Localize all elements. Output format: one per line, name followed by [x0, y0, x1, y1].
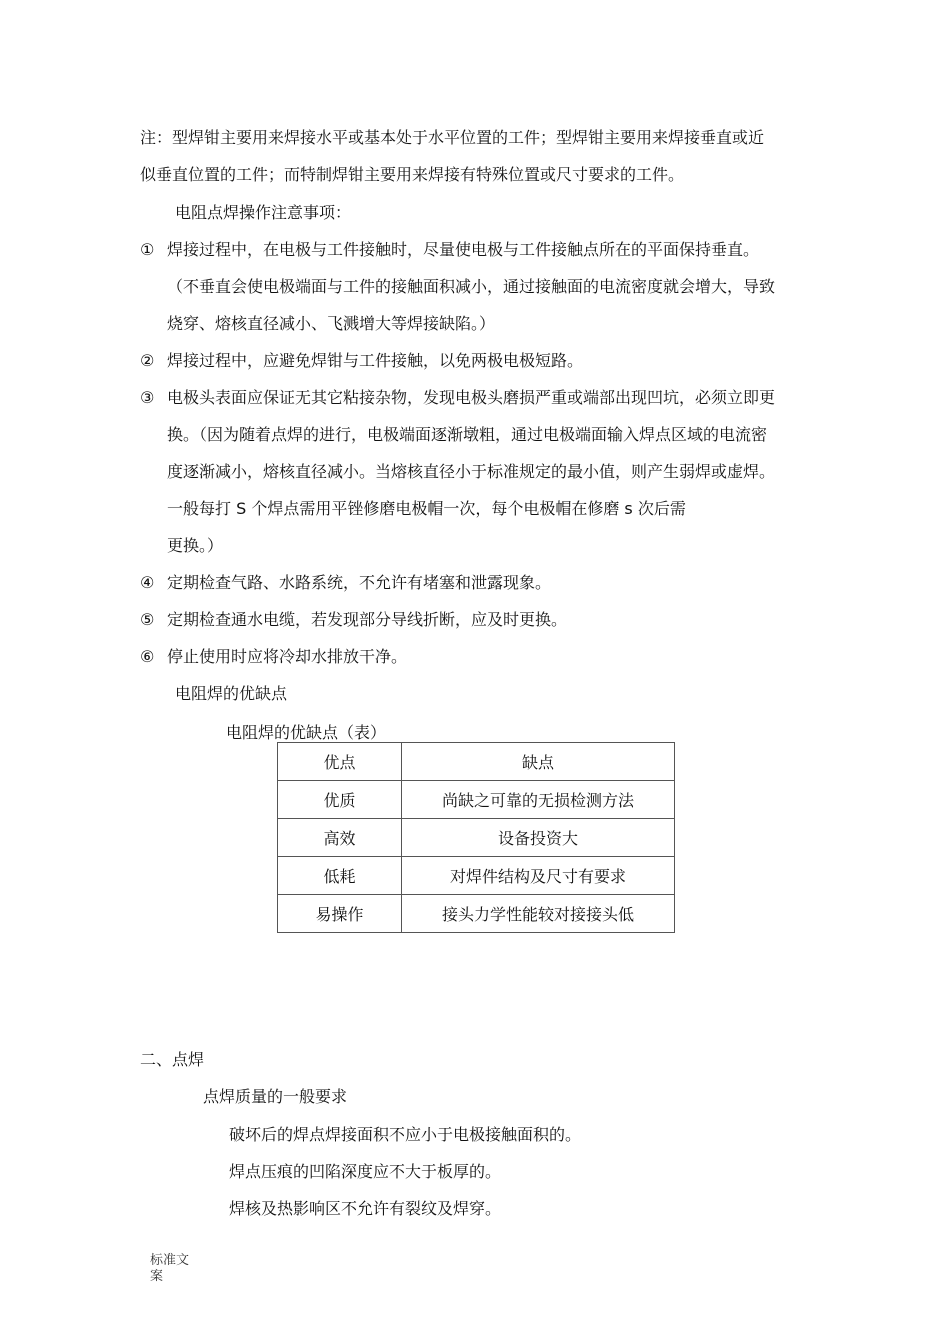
item-6-line-1: 停止使用时应将冷却水排放干净。	[167, 647, 408, 666]
table-cell: 低耗	[278, 857, 402, 895]
note-line-1: 注：型焊钳主要用来焊接水平或基本处于水平位置的工件；型焊钳主要用来焊接垂直或近	[140, 128, 765, 147]
item-1-line-3: 烧穿、熔核直径减小、飞溅增大等焊接缺陷。）	[167, 314, 496, 333]
table-row	[278, 819, 675, 857]
table-cell: 易操作	[278, 895, 402, 933]
table-row	[278, 857, 675, 895]
table-cell: 对焊件结构及尺寸有要求	[402, 857, 675, 895]
table-cell: 高效	[278, 819, 402, 857]
header-pros: 优点	[278, 743, 402, 781]
pros-cons-heading: 电阻焊的优缺点	[175, 684, 288, 703]
note-line-2: 似垂直位置的工件；而特制焊钳主要用来焊接有特殊位置或尺寸要求的工件。	[140, 165, 685, 184]
table-row	[278, 781, 675, 819]
section-2-subheading: 点焊质量的一般要求	[203, 1087, 348, 1106]
requirement-2: 焊点压痕的凹陷深度应不大于板厚的。	[229, 1162, 502, 1181]
item-6-marker: ⑥	[140, 647, 155, 666]
table-cell: 设备投资大	[402, 819, 675, 857]
item-1-line-2: （不垂直会使电极端面与工件的接触面积减小，通过接触面的电流密度就会增大，导致	[167, 277, 776, 296]
precautions-heading: 电阻点焊操作注意事项：	[175, 203, 352, 222]
item-1-line-1: 焊接过程中，在电极与工件接触时，尽量使电极与工件接触点所在的平面保持垂直。	[167, 240, 760, 259]
item-3-line-5: 更换。）	[167, 536, 224, 555]
pros-cons-table	[277, 742, 675, 933]
table-cell: 接头力学性能较对接接头低	[402, 895, 675, 933]
table-cell: 优质	[278, 781, 402, 819]
item-4-line-1: 定期检查气路、水路系统，不允许有堵塞和泄露现象。	[167, 573, 552, 592]
table-header-row	[278, 743, 675, 781]
requirement-3: 焊核及热影响区不允许有裂纹及焊穿。	[229, 1199, 502, 1218]
section-2-heading: 二、点焊	[140, 1050, 205, 1069]
item-5-line-1: 定期检查通水电缆，若发现部分导线折断，应及时更换。	[167, 610, 568, 629]
footer-label	[150, 1253, 200, 1285]
item-3-line-1: 电极头表面应保证无其它粘接杂物，发现电极头磨损严重或端部出现凹坑，必须立即更	[167, 388, 776, 407]
item-1-marker: ①	[140, 240, 155, 259]
table-cell: 尚缺之可靠的无损检测方法	[402, 781, 675, 819]
item-5-marker: ⑤	[140, 610, 155, 629]
item-3-marker: ③	[140, 388, 155, 407]
table-caption: 电阻焊的优缺点（表）	[226, 723, 387, 742]
footer-line-1: 标准文	[150, 1253, 190, 1268]
item-3-line-2: 换。（因为随着点焊的进行，电极端面逐渐墩粗，通过电极端面输入焊点区域的电流密	[167, 425, 768, 444]
item-3-line-3: 度逐渐减小，熔核直径减小。当熔核直径小于标准规定的最小值，则产生弱焊或虚焊。	[167, 462, 776, 481]
header-cons: 缺点	[402, 743, 675, 781]
footer-line-2: 案	[150, 1269, 164, 1284]
table-row	[278, 895, 675, 933]
item-4-marker: ④	[140, 573, 155, 592]
item-3-line-4: 一般每打 S 个焊点需用平锉修磨电极帽一次，每个电极帽在修磨 s 次后需	[167, 499, 686, 518]
item-2-marker: ②	[140, 351, 155, 370]
item-2-line-1: 焊接过程中，应避免焊钳与工件接触，以免两极电极短路。	[167, 351, 584, 370]
requirement-1: 破坏后的焊点焊接面积不应小于电极接触面积的。	[229, 1125, 582, 1144]
